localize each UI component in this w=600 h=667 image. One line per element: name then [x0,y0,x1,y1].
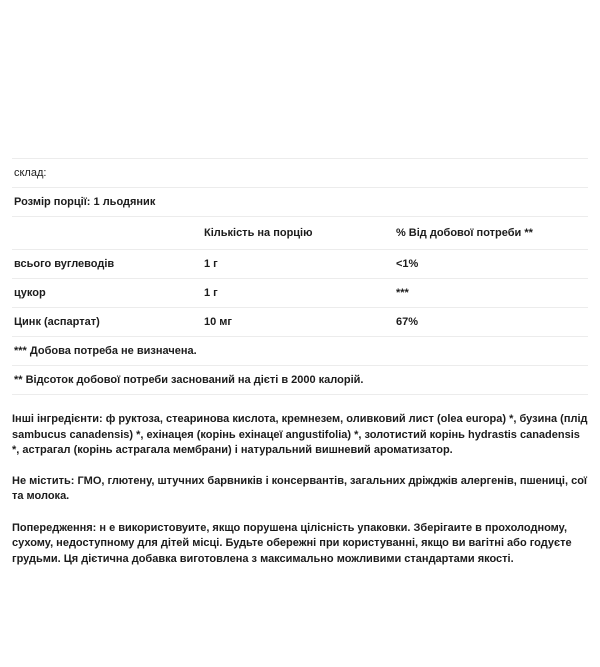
table-row-footnote [12,366,588,395]
warning-paragraph: Попередження: н е використовуите, якщо порушена цілісність упаковки. Зберігаите в прохолодному, сухому, недоступному для дітей місці. Будьте обережні при користуванні, якщо ви вагітні або годуєте грудьми. Ця дієтична добавка виготовлена з максимально можливими стандартами якості. [12,521,572,565]
free-from-paragraph: Не містить: ГМО, глютену, штучних барвників і консервантів, загальних дріжджів алергенів, пшениці, сої та молока. [12,474,588,502]
table-row [12,279,588,308]
column-header-daily-value: % Від добової потреби ** [395,227,533,239]
table-row [12,308,588,337]
nutrient-name: всього вуглеводів [14,258,115,270]
supplement-facts-table [12,158,588,395]
nutrient-amount: 10 мг [203,316,232,328]
footnote-daily-value-not-established: *** Добова потреба не визначена. [14,345,197,357]
column-header-name [12,217,204,250]
top-whitespace [0,0,600,158]
table-row-footnote [12,337,588,366]
nutrient-daily-value: <1% [395,258,419,270]
supplement-facts-panel [12,158,588,395]
nutrient-daily-value: *** [395,287,409,299]
other-ingredients-paragraph: Інші інгредієнти: ф руктоза, стеаринова кислота, кремнезем, оливковий лист (olea europa) *, бузина (плід sambucus canadensis) *, ехінацея (корінь ехінацеї angustifolia) *, золотистий корінь hydrastis canadensis *, астрагал (корінь астрагала мембрани) і натуральний вишневий ароматизатор. [12,413,588,456]
table-row [12,250,588,279]
nutrient-name: Цинк (аспартат) [14,316,100,328]
table-row-serving-size [12,188,588,217]
bottom-whitespace [0,567,600,667]
nutrient-amount: 1 г [203,287,218,299]
footnote-percent-daily-value: ** Відсоток добової потреби заснований на дієті в 2000 калорій. [14,374,364,386]
table-row-heading [12,159,588,188]
table-header-row [12,217,588,250]
supplement-paragraphs [12,395,588,567]
nutrient-name: цукор [14,287,46,299]
panel-heading-label: склад: [14,167,47,179]
column-header-amount-per-serving: Кількість на порцію [203,227,313,239]
nutrient-daily-value: 67% [395,316,418,328]
serving-size-label: Розмір порції: 1 льодяник [14,196,156,208]
nutrient-amount: 1 г [203,258,218,270]
